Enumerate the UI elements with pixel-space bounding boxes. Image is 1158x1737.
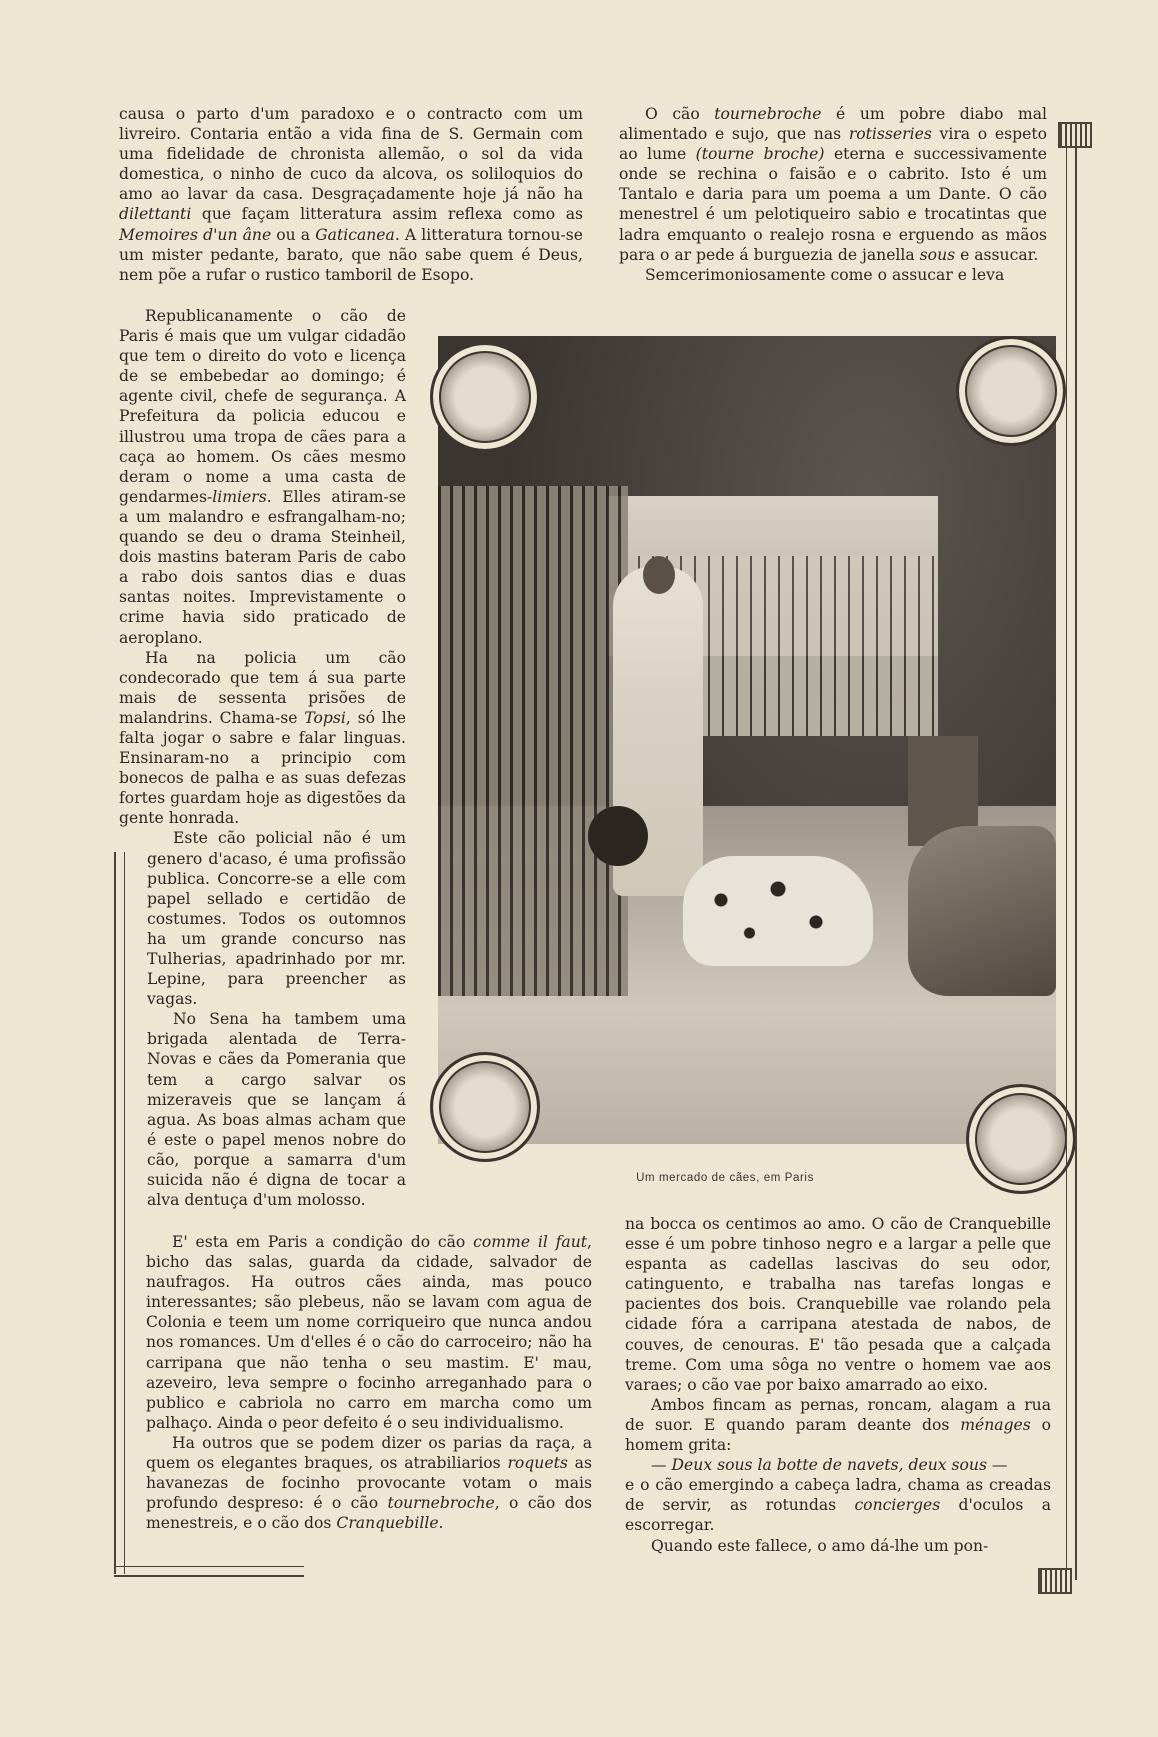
paragraph: Ambos fincam as pernas, roncam, alagam a rua de suor. E quando param deante dos ménages o homem grita:: [625, 1395, 1051, 1455]
paragraph: Ha outros que se podem dizer os parias da raça, a quem os elegantes braques, os atrabiliarios roquets as havanezas de focinho provocante votam o mais profundo despreso: é o cão tournebroche, o cão dos menestreis, e o cão dos Cranquebille.: [146, 1433, 592, 1533]
paragraph: Este cão policial não é um genero d'acaso, é uma profissão publica. Concorre-se a elle com papel sellado e certidão de costumes. Todos os outomnos ha um grande concurso nas Tulherias, apadrinhado por mr. Lepine, para preencher as vagas.: [147, 829, 406, 1009]
right-column-bottom: [625, 1214, 1051, 1556]
left-column-bottom: [146, 1232, 592, 1533]
right-column-top: [619, 104, 1047, 285]
paragraph: No Sena ha tambem uma brigada alentada de Terra-Novas e cães da Pomerania que tem a cargo salvar os mizeraveis que se lançam á agua. As boas almas acham que é este o papel menos nobre do cão, porque a samarra d'um suicida não é digna de tocar a alva dentuça d'um molosso.: [147, 1010, 406, 1210]
paragraph: E' esta em Paris a condição do cão comme il faut, bicho das salas, guarda da cidade, salvador de naufragos. Ha outros cães ainda, mas pouco interessantes; são plebeus, não se lavam com agua de Colonia e teem um nome corriqueiro que nunca andou nos romances. Um d'elles é o cão do carroceiro; não ha carripana que não tenha o seu mastim. E' mau, azeveiro, leva sempre o focinho arreganhado para o publico e cabriola no carro em marcha como um palhaço. Ainda o peor defeito é o seu individualismo.: [146, 1233, 592, 1432]
photo-small-dog: [588, 806, 648, 866]
photo-caption: Um mercado de cães, em Paris: [636, 1172, 814, 1184]
paragraph: Semcerimoniosamente come o assucar e leva: [645, 265, 1005, 284]
dog-medallion-bottom-right: [966, 1084, 1076, 1194]
dog-medallion-bottom-left: [430, 1052, 540, 1162]
paragraph: O cão tournebroche é um pobre diabo mal alimentado e sujo, que nas rotisseries vira o espeto ao lume (tourne broche) eterna e successivamente onde se rechina o faisão e o cabrito. Isto é um Tantalo e daria para um poema a um Dante. O cão menestrel é um pelotiqueiro sabio e trocatintas que ladra emquanto o realejo rosna e erguendo as mãos para o ar pede á burguezia de janella sous e assucar.: [619, 105, 1047, 264]
decorative-frame-right: [1066, 140, 1077, 1580]
left-column-top: [119, 104, 583, 285]
decorative-frame-left-bottom: [114, 1566, 304, 1577]
left-column-middle: [119, 306, 406, 1210]
photo-woman-head: [643, 556, 675, 594]
paragraph: na bocca os centimos ao amo. O cão de Cranquebille esse é um pobre tinhoso negro e a largar a pelle que espanta as cadellas lascivas do seu odor, catinguento, e trabalha nas tarefas longas e pacientes dos bois. Cranquebille vae rolando pela cidade fóra a carripana atestada de nabos, de couves, de cenouras. E' tão pesada que a calçada treme. Com uma sôga no ventre o homem vae aos varaes; o cão vae por baixo amarrado ao eixo.: [625, 1215, 1051, 1394]
dog-market-photo: [438, 336, 1056, 1144]
dog-medallion-top-right: [956, 336, 1066, 446]
photo-rocks: [908, 826, 1056, 996]
dog-medallion-top-left: [430, 342, 540, 452]
paragraph: — Deux sous la botte de navets, deux sous —: [651, 1456, 1008, 1475]
paragraph: Republicanamente o cão de Paris é mais que um vulgar cidadão que tem o direito do voto e licença de se embebedar ao domingo; é agente civil, chefe de segurança. A Prefeitura da policia educou e illustrou uma tropa de cães para a caça ao homem. Os cães mesmo deram o nome a uma casta de gendarmes-limiers. Elles atiram-se a um malandro e esfrangalham-no; quando se deu o drama Steinheil, dois mastins bateram Paris de cabo a rabo dois santos dias e duas santas noites. Imprevistamente o crime havia sido praticado de aeroplano.: [119, 307, 406, 647]
photo-dalmatian: [683, 856, 873, 966]
decorative-frame-left: [114, 852, 125, 1574]
photo-cage-bars: [438, 486, 628, 996]
paragraph: e o cão emergindo a cabeça ladra, chama as creadas de servir, as rotundas concierges d'oculos a escorregar.: [625, 1476, 1051, 1535]
paragraph: causa o parto d'um paradoxo e o contracto com um livreiro. Contaria então a vida fina de S. Germain com uma fidelidade de chronista allemão, o sol da vida domestica, o ninho de cuco da alcova, os soliloquios do amo ao lavar da casa. Desgraçadamente hoje já não ha dilettanti que façam litteratura assim reflexa como as Memoires d'un âne ou a Gaticanea. A litteratura tornou-se um mister pedante, barato, que não sabe quem é Deus, nem põe a rufar o rustico tamboril de Esopo.: [119, 105, 583, 284]
paragraph: Quando este fallece, o amo dá-lhe um pon-: [651, 1536, 989, 1555]
decorative-corner-bottom-right: [1038, 1568, 1072, 1594]
paragraph: Ha na policia um cão condecorado que tem á sua parte mais de sessenta prisões de malandrins. Chama-se Topsi, só lhe falta jogar o sabre e falar linguas. Ensinaram-no a principio com bonecos de palha e as suas defezas fortes guardam hoje as digestões da gente honrada.: [119, 648, 406, 828]
decorative-corner-top-right: [1058, 122, 1092, 148]
